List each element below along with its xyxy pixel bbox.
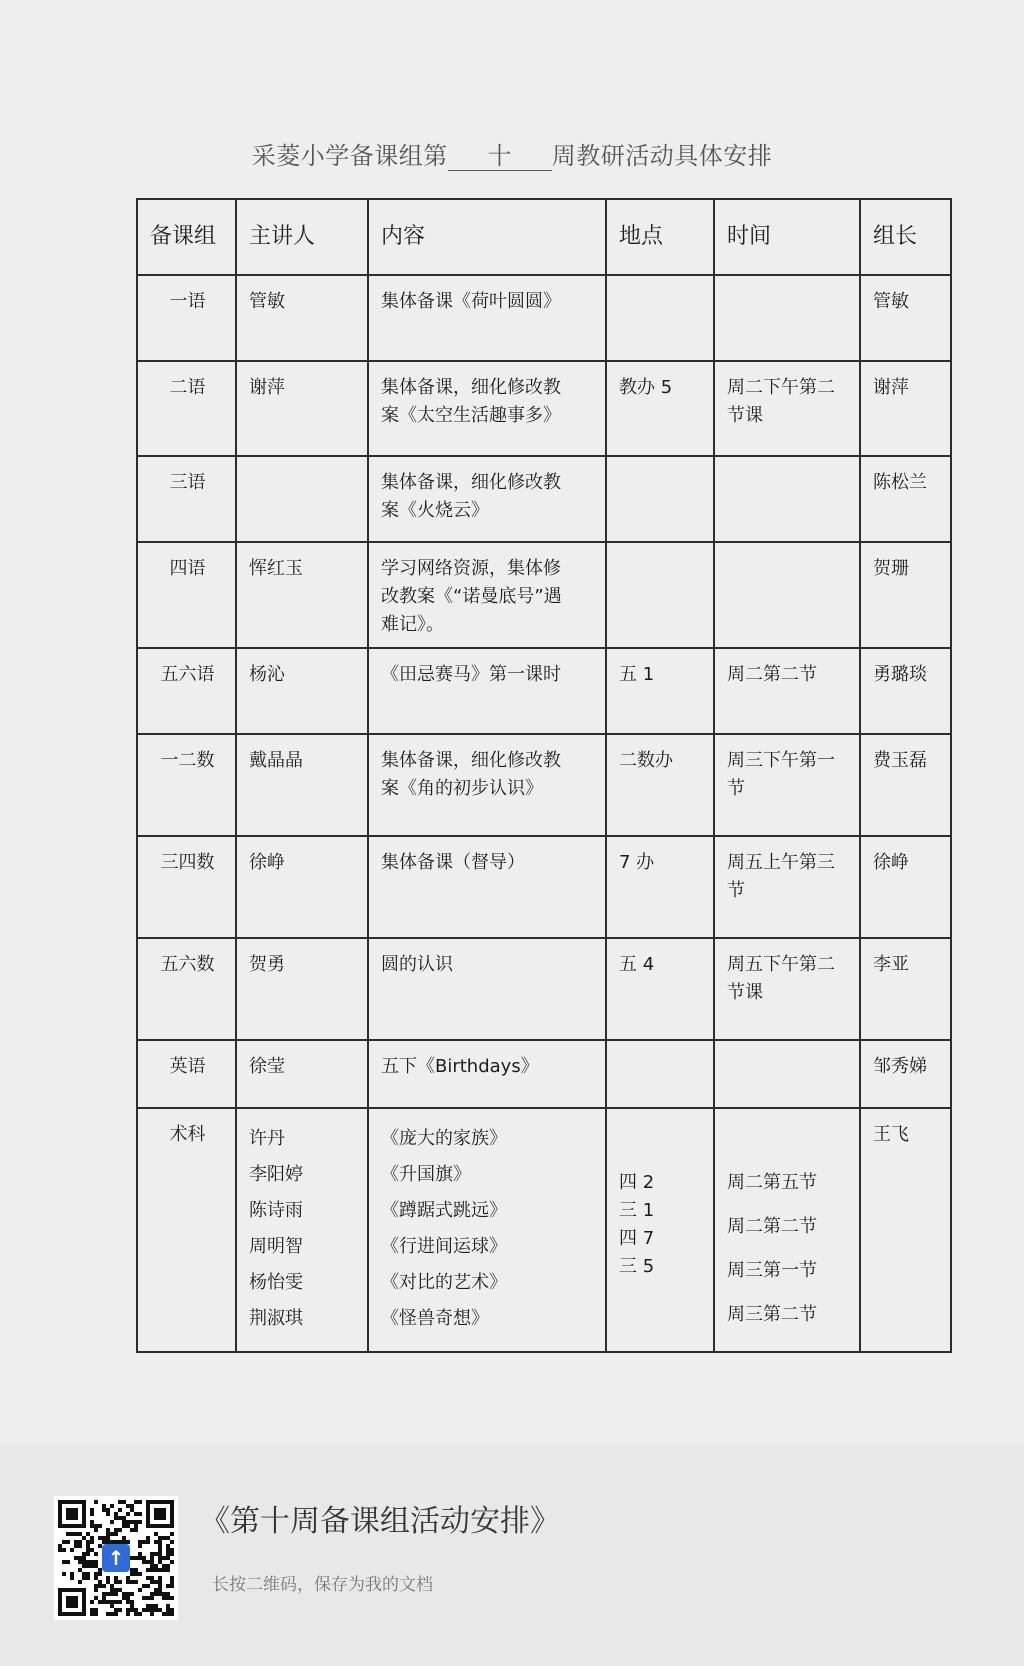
cell-content xyxy=(368,361,606,456)
cell-line: 《对比的艺术》 xyxy=(381,1272,507,1293)
cell-time xyxy=(714,1108,860,1352)
cell-line: 周二下午第二 xyxy=(727,377,835,398)
table-row xyxy=(137,361,951,456)
cell-place xyxy=(606,542,714,648)
cell-line: 《升国旗》 xyxy=(381,1164,471,1185)
cell-time xyxy=(714,938,860,1040)
cell-group: 四语 xyxy=(137,542,236,648)
cell-line: 周明智 xyxy=(249,1236,303,1257)
table-row xyxy=(137,734,951,836)
cell-line: 周三第一节 xyxy=(727,1260,817,1281)
cell-group: 术科 xyxy=(137,1108,236,1352)
cell-line: 《田忌赛马》第一课时 xyxy=(381,664,561,685)
cell-place xyxy=(606,938,714,1040)
cell-line: 五 1 xyxy=(619,664,655,685)
cell-leader: 管敏 xyxy=(860,275,951,361)
cell-line: 节课 xyxy=(727,982,763,1003)
save-hint: 长按二维码，保存为我的文档 xyxy=(212,1575,433,1595)
cell-line: 周三下午第一 xyxy=(727,750,835,771)
cell-line: 徐峥 xyxy=(249,852,285,873)
page-title xyxy=(0,136,1024,171)
cell-line: 案《角的初步认识》 xyxy=(381,778,543,799)
header-cell: 主讲人 xyxy=(236,199,368,275)
cell-group: 二语 xyxy=(137,361,236,456)
cell-time xyxy=(714,1040,860,1108)
cell-speaker xyxy=(236,648,368,734)
cell-line: 贺勇 xyxy=(249,954,285,975)
cell-leader: 徐峥 xyxy=(860,836,951,938)
cell-leader: 贺珊 xyxy=(860,542,951,648)
cell-leader: 邹秀娣 xyxy=(860,1040,951,1108)
schedule-table xyxy=(136,198,952,1353)
cell-time xyxy=(714,836,860,938)
cell-speaker xyxy=(236,542,368,648)
cell-line: 三 5 xyxy=(619,1256,655,1277)
cell-group: 五六语 xyxy=(137,648,236,734)
cell-line: 四 7 xyxy=(619,1228,655,1249)
cell-line: 集体备课，细化修改教 xyxy=(381,472,561,493)
cell-line: 五 4 xyxy=(619,954,655,975)
cell-speaker xyxy=(236,1108,368,1352)
cell-time xyxy=(714,361,860,456)
cell-group: 三语 xyxy=(137,456,236,542)
cell-time xyxy=(714,734,860,836)
cell-line: 杨怡雯 xyxy=(249,1272,303,1293)
cell-line: 《怪兽奇想》 xyxy=(381,1308,489,1329)
cell-line: 《蹲踞式跳远》 xyxy=(381,1200,507,1221)
cell-content xyxy=(368,456,606,542)
cell-line: 集体备课，细化修改教 xyxy=(381,377,561,398)
cell-line: 周三第二节 xyxy=(727,1304,817,1325)
cell-line: 许丹 xyxy=(249,1128,285,1149)
cell-line: 圆的认识 xyxy=(381,954,453,975)
cell-time xyxy=(714,542,860,648)
cell-line: 集体备课，细化修改教 xyxy=(381,750,561,771)
cell-place xyxy=(606,734,714,836)
cell-line: 节 xyxy=(727,880,745,901)
cell-line: 四 2 xyxy=(619,1172,655,1193)
cell-speaker xyxy=(236,734,368,836)
title-prefix: 采菱小学备课组第 xyxy=(251,142,448,170)
cell-speaker xyxy=(236,938,368,1040)
cell-line: 杨沁 xyxy=(249,664,285,685)
cell-speaker xyxy=(236,361,368,456)
cell-time xyxy=(714,648,860,734)
cell-time xyxy=(714,456,860,542)
document-title: 《第十周备课组活动安排》 xyxy=(200,1504,560,1539)
table-row xyxy=(137,1040,951,1108)
table-header-row xyxy=(137,199,951,275)
cell-place xyxy=(606,361,714,456)
cell-place xyxy=(606,1040,714,1108)
cell-line: 7 办 xyxy=(619,852,655,873)
cell-speaker xyxy=(236,836,368,938)
cell-line: 《行进间运球》 xyxy=(381,1236,507,1257)
cell-group: 五六数 xyxy=(137,938,236,1040)
header-cell: 内容 xyxy=(368,199,606,275)
cell-line: 三 1 xyxy=(619,1200,655,1221)
cell-leader: 勇璐琰 xyxy=(860,648,951,734)
cell-line: 周五上午第三 xyxy=(727,852,835,873)
cell-line: 谢萍 xyxy=(249,377,285,398)
cell-content xyxy=(368,836,606,938)
cell-place xyxy=(606,275,714,361)
table-row xyxy=(137,275,951,361)
cell-line: 节 xyxy=(727,778,745,799)
cell-line: 集体备课《荷叶圆圆》 xyxy=(381,291,561,312)
cell-content xyxy=(368,1108,606,1352)
cell-line: 周二第二节 xyxy=(727,1216,817,1237)
cell-line: 《庞大的家族》 xyxy=(381,1128,507,1149)
cell-leader: 王飞 xyxy=(860,1108,951,1352)
cell-group: 一语 xyxy=(137,275,236,361)
cell-group: 一二数 xyxy=(137,734,236,836)
cell-speaker xyxy=(236,275,368,361)
cell-line: 案《太空生活趣事多》 xyxy=(381,405,561,426)
cell-leader: 陈松兰 xyxy=(860,456,951,542)
cell-place xyxy=(606,456,714,542)
cell-speaker xyxy=(236,456,368,542)
cell-content xyxy=(368,1040,606,1108)
table-row xyxy=(137,1108,951,1352)
cell-line: 荆淑琪 xyxy=(249,1308,303,1329)
cell-place xyxy=(606,836,714,938)
cell-line: 周五下午第二 xyxy=(727,954,835,975)
title-suffix: 周教研活动具体安排 xyxy=(551,142,773,170)
cell-line: 李阳婷 xyxy=(249,1164,303,1185)
cell-line: 五下《Birthdays》 xyxy=(381,1056,539,1077)
table-row xyxy=(137,648,951,734)
header-cell: 时间 xyxy=(714,199,860,275)
cell-group: 三四数 xyxy=(137,836,236,938)
cell-line: 周二第五节 xyxy=(727,1172,817,1193)
cell-line: 学习网络资源，集体修 xyxy=(381,558,561,579)
header-cell: 地点 xyxy=(606,199,714,275)
cell-line: 陈诗雨 xyxy=(249,1200,303,1221)
cell-line: 徐莹 xyxy=(249,1056,285,1077)
table-row xyxy=(137,938,951,1040)
cell-line: 周二第二节 xyxy=(727,664,817,685)
cell-line: 节课 xyxy=(727,405,763,426)
cell-line: 难记》。 xyxy=(381,614,444,635)
cell-group: 英语 xyxy=(137,1040,236,1108)
cell-content xyxy=(368,275,606,361)
cell-line: 教办 5 xyxy=(619,377,673,398)
cell-line: 管敏 xyxy=(249,291,285,312)
cell-content xyxy=(368,734,606,836)
cell-leader: 费玉磊 xyxy=(860,734,951,836)
app-logo-icon: ↑ xyxy=(102,1544,130,1572)
header-cell: 备课组 xyxy=(137,199,236,275)
cell-content xyxy=(368,542,606,648)
cell-content xyxy=(368,648,606,734)
cell-leader: 谢萍 xyxy=(860,361,951,456)
header-cell: 组长 xyxy=(860,199,951,275)
cell-place xyxy=(606,1108,714,1352)
cell-line: 戴晶晶 xyxy=(249,750,303,771)
cell-leader: 李亚 xyxy=(860,938,951,1040)
table-row xyxy=(137,836,951,938)
cell-time xyxy=(714,275,860,361)
cell-line: 集体备课（督导） xyxy=(381,852,525,873)
cell-place xyxy=(606,648,714,734)
table-row xyxy=(137,456,951,542)
cell-content xyxy=(368,938,606,1040)
title-week-number: 十 xyxy=(448,142,552,171)
cell-line: 恽红玉 xyxy=(249,558,303,579)
cell-line: 案《火烧云》 xyxy=(381,500,489,521)
cell-line: 二数办 xyxy=(619,750,673,771)
cell-line: 改教案《“诺曼底号”遇 xyxy=(381,586,562,607)
qr-code-icon[interactable] xyxy=(54,1496,178,1620)
table-row xyxy=(137,542,951,648)
cell-speaker xyxy=(236,1040,368,1108)
